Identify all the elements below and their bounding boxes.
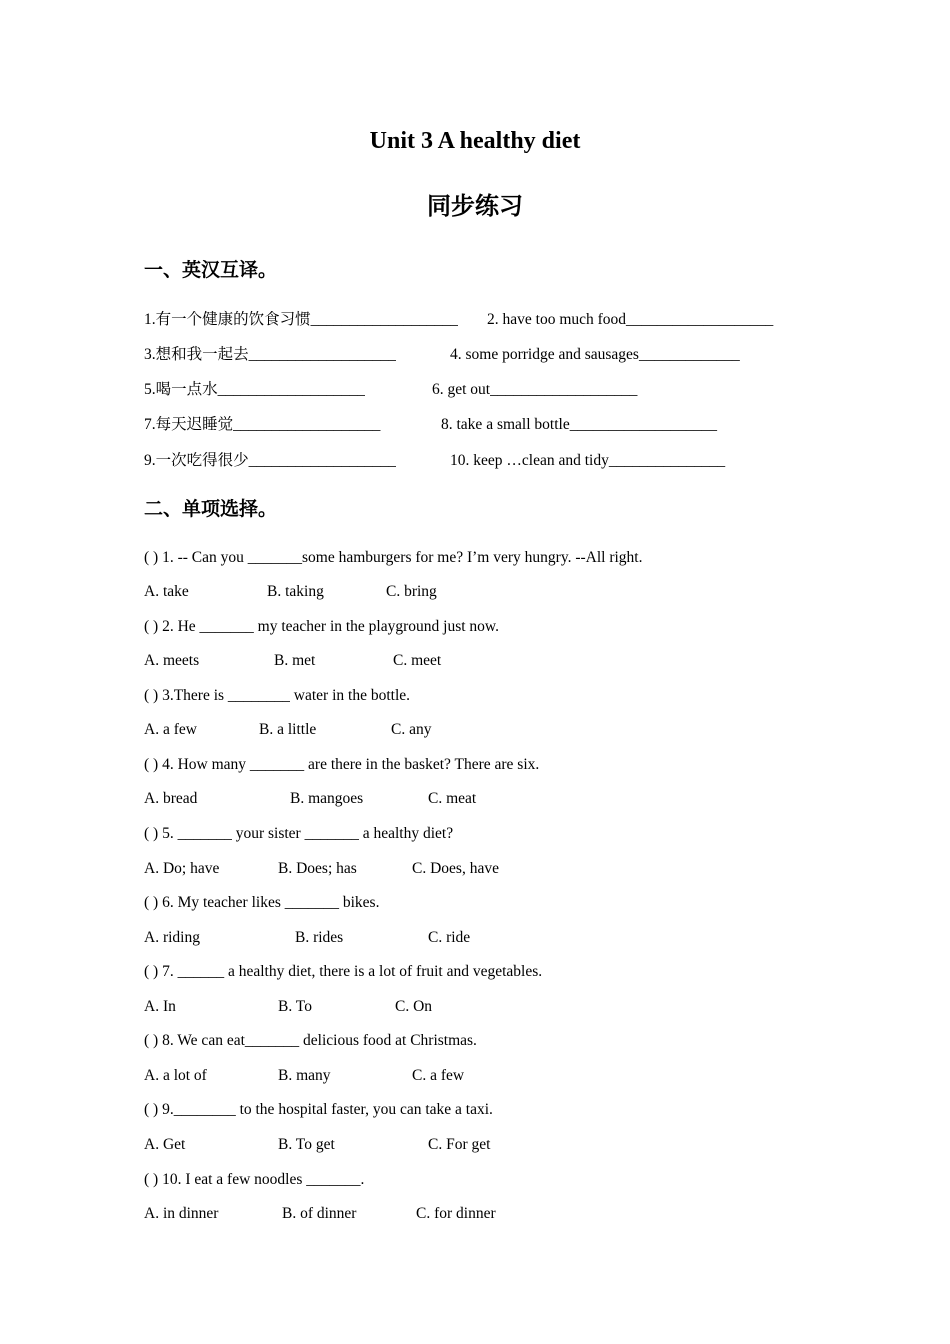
question-3-option-c: C. any <box>391 721 432 738</box>
translation-item-2: 2. have too much food___________________ <box>487 311 774 328</box>
question-3-option-b: B. a little <box>259 721 317 738</box>
question-5-option-b: B. Does; has <box>278 860 357 877</box>
question-10-option-c: C. for dinner <box>416 1205 496 1222</box>
translation-item-10: 10. keep …clean and tidy_______________ <box>450 452 726 469</box>
translation-item-9: 9.一次吃得很少___________________ <box>144 452 396 469</box>
translation-item-7: 7.每天迟睡觉___________________ <box>144 416 381 433</box>
question-2-option-a: A. meets <box>144 652 200 669</box>
question-9-option-c: C. For get <box>428 1136 491 1153</box>
question-8-option-b: B. many <box>278 1067 331 1084</box>
question-5-option-a: A. Do; have <box>144 860 220 877</box>
question-4-option-c: C. meat <box>428 790 477 807</box>
question-6-option-b: B. rides <box>295 929 344 946</box>
section2-heading: 二、单项选择。 <box>144 498 278 520</box>
question-6-stem: ( ) 6. My teacher likes _______ bikes. <box>144 894 380 911</box>
question-2-stem: ( ) 2. He _______ my teacher in the playground just now. <box>144 618 499 635</box>
question-7-option-b: B. To <box>278 998 312 1015</box>
question-4-stem: ( ) 4. How many _______ are there in the basket? There are six. <box>144 756 540 773</box>
question-9-stem: ( ) 9.________ to the hospital faster, you can take a taxi. <box>144 1101 493 1118</box>
question-7-option-c: C. On <box>395 998 433 1015</box>
question-4-option-b: B. mangoes <box>290 790 364 807</box>
translation-item-3: 3.想和我一起去___________________ <box>144 346 396 363</box>
question-5-option-c: C. Does, have <box>412 860 499 877</box>
translation-item-1: 1.有一个健康的饮食习惯___________________ <box>144 311 458 328</box>
translation-item-4: 4. some porridge and sausages_____________ <box>450 346 740 363</box>
question-1-stem: ( ) 1. -- Can you _______some hamburgers for me? I’m very hungry. --All right. <box>144 549 643 566</box>
translation-item-5: 5.喝一点水___________________ <box>144 381 365 398</box>
question-9-option-a: A. Get <box>144 1136 186 1153</box>
page-title: Unit 3 A healthy diet <box>369 128 581 154</box>
section1-heading: 一、英汉互译。 <box>144 259 278 281</box>
translation-item-8: 8. take a small bottle___________________ <box>441 416 717 433</box>
question-6-option-c: C. ride <box>428 929 471 946</box>
question-1-option-a: A. take <box>144 583 189 600</box>
question-6-option-a: A. riding <box>144 929 200 946</box>
translation-item-6: 6. get out___________________ <box>432 381 638 398</box>
question-10-option-b: B. of dinner <box>282 1205 357 1222</box>
question-2-option-c: C. meet <box>393 652 442 669</box>
question-10-option-a: A. in dinner <box>144 1205 219 1222</box>
question-1-option-c: C. bring <box>386 583 437 600</box>
question-8-option-c: C. a few <box>412 1067 465 1084</box>
question-3-stem: ( ) 3.There is ________ water in the bottle. <box>144 687 411 704</box>
question-1-option-b: B. taking <box>267 583 324 600</box>
question-10-stem: ( ) 10. I eat a few noodles _______. <box>144 1171 365 1188</box>
question-8-stem: ( ) 8. We can eat_______ delicious food at Christmas. <box>144 1032 477 1049</box>
question-7-stem: ( ) 7. ______ a healthy diet, there is a lot of fruit and vegetables. <box>144 963 543 980</box>
question-7-option-a: A. In <box>144 998 176 1015</box>
question-8-option-a: A. a lot of <box>144 1067 207 1084</box>
question-3-option-a: A. a few <box>144 721 197 738</box>
question-9-option-b: B. To get <box>278 1136 335 1153</box>
question-4-option-a: A. bread <box>144 790 198 807</box>
page-subtitle: 同步练习 <box>427 191 523 220</box>
question-5-stem: ( ) 5. _______ your sister _______ a healthy diet? <box>144 825 454 842</box>
question-2-option-b: B. met <box>274 652 316 669</box>
